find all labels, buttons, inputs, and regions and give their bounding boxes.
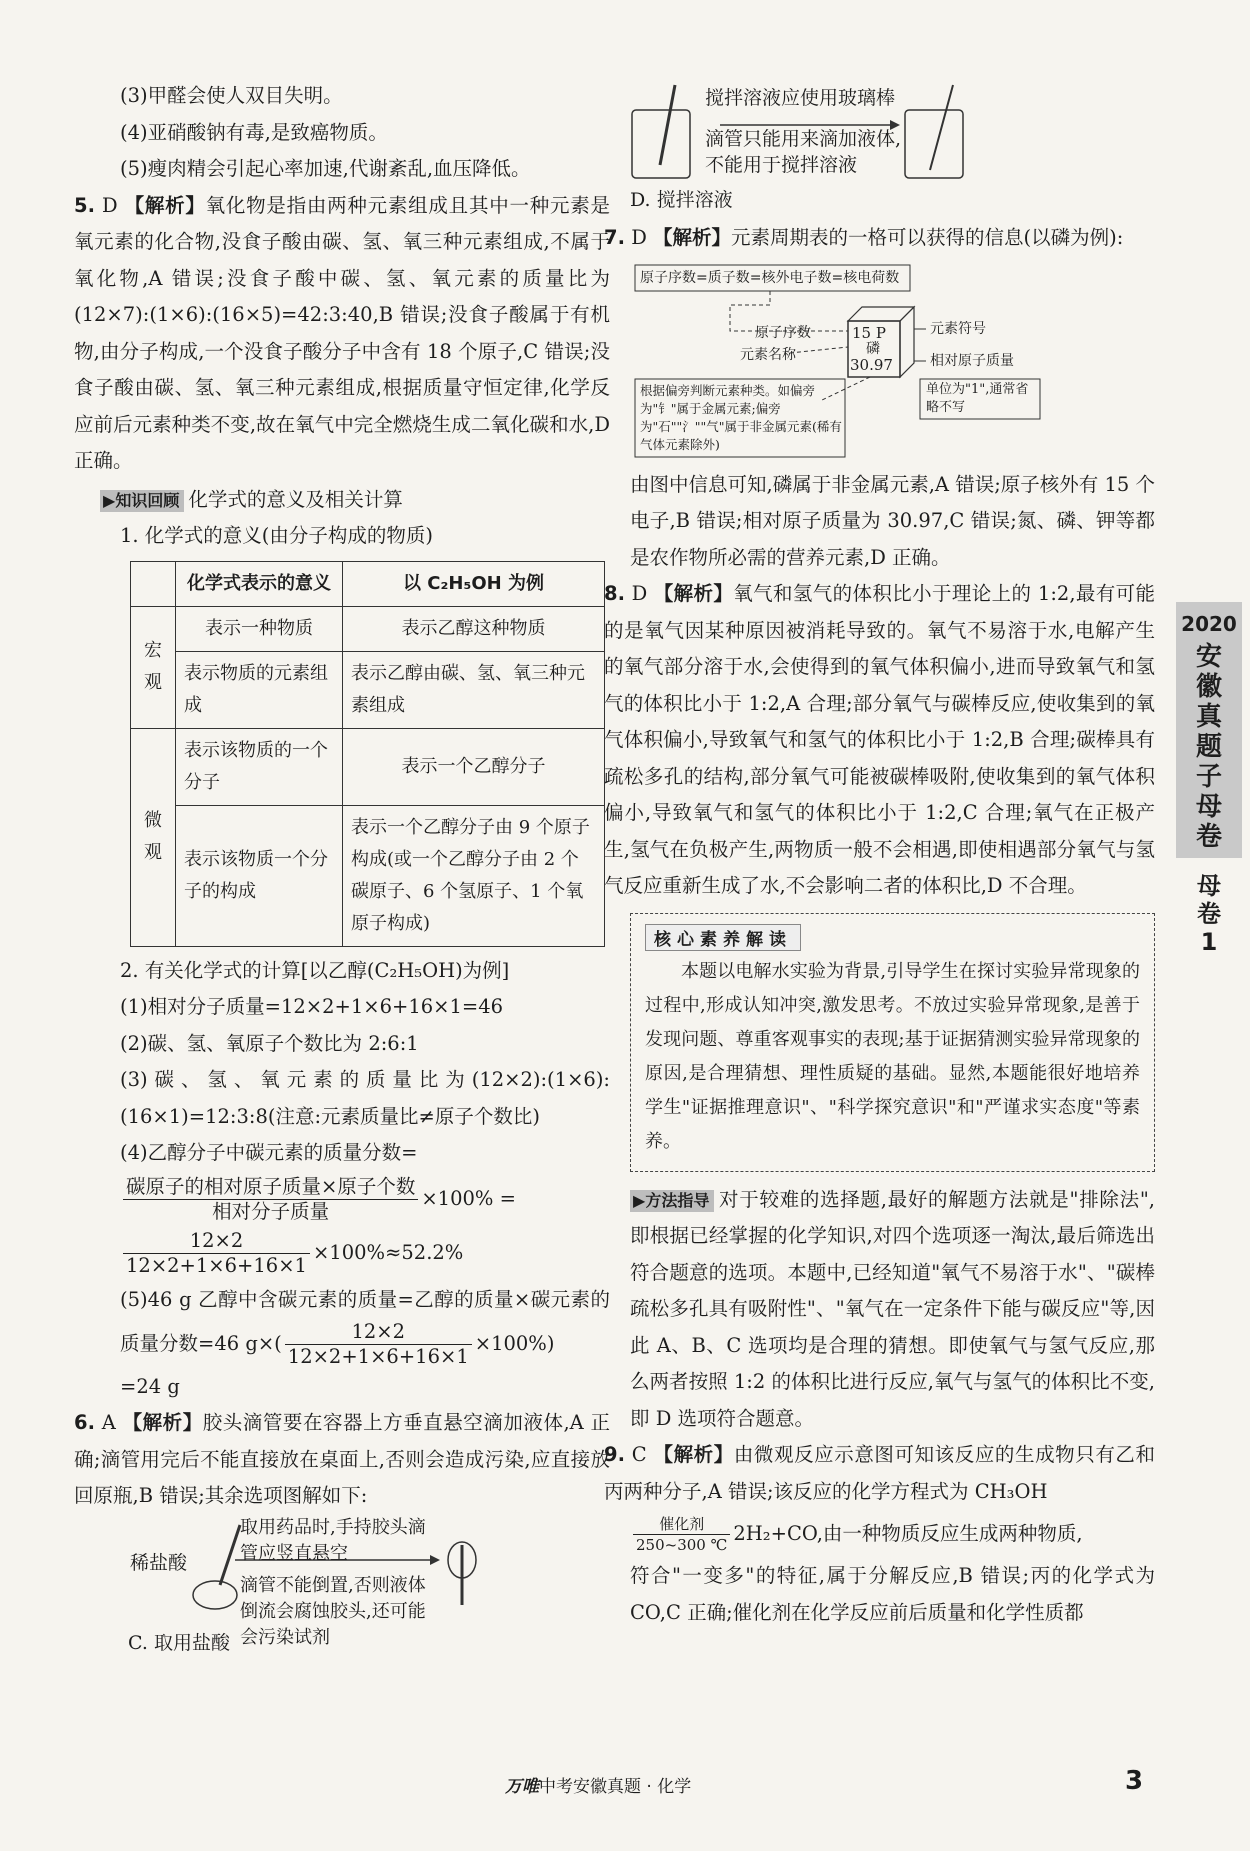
side-sub-label: 母卷 — [1197, 872, 1221, 928]
element-name-label: 元素名称 — [740, 346, 796, 363]
symbol-label: 元素符号 — [930, 320, 986, 337]
calc-4-result: $\frac{12\times 2}{12\times 2+1\times 6+16\times 1}$ ×100%≈52.2% — [100, 1226, 610, 1280]
hand-icon — [193, 1581, 237, 1609]
table-cell: 表示该物质一个分子的构成 — [176, 805, 343, 946]
method-guide — [630, 1182, 1155, 1438]
question-9-cont: 符合"一变多"的特征,属于分解反应,B 错误;丙的化学式为 CO,C 正确;催化剂在化学反应前后质量和化学性质都 — [630, 1564, 1155, 1624]
footer — [0, 1766, 1250, 1806]
unit-note: 单位为"1",通常省略不写 — [926, 381, 1029, 415]
core-text: 本题以电解水实验为背景,引导学生在探讨实验异常现象的过程中,形成认知冲突,激发思考。不放过实验异常现象,是善于发现问题、尊重客观事实的表现;基于证据猜测实验异常现象的原因,是合理猜想、理性质疑的基础。显然,本题能很好地培养学生"证据推理意识"、"科学探究意识"和"严谨求实态度"等素养。 — [645, 960, 1140, 1152]
table-row — [131, 728, 605, 805]
answer: C — [631, 1443, 647, 1466]
analysis-text: 氧化物是指由两种元素组成且其中一种元素是氧元素的化合物,没食子酸由碳、氢、氧三种元素组成,不属于氧化物,A 错误;没食子酸中碳、氢、氧元素的质量比为(12×7):(1×6):(16×5)=42:3:40,B 错误;没食子酸属于有机物,由分子构成,一个没食子酸分子中含有 18 个原子,C 错误;没食子酸由碳、氢、氧三种元素组成,根据质量守恒定律,化学反应前后元素种类不变,故在氧气中完全燃烧生成二氧化碳和水,D 正确。 — [74, 193, 610, 472]
cell-mass: 30.97 — [850, 355, 893, 374]
table-row — [131, 651, 605, 728]
question-9 — [604, 1437, 1155, 1510]
reaction-condition: $\frac{\text{催化剂}}{250\sim 300 ℃}$ — [633, 1514, 730, 1555]
note-bottom: 滴管只能用来滴加液体,不能用于搅拌溶液 — [705, 128, 902, 176]
side-title: 安徽真题子母卷 — [1195, 642, 1222, 852]
review-point-2: 2. 有关化学式的计算[以乙醇(C₂H₅OH)为例] — [120, 958, 510, 982]
table-cell: 表示一个乙醇分子由 9 个原子构成(或一个乙醇分子由 2 个碳原子、6 个氢原子、1 个氧原子构成) — [343, 805, 605, 946]
top-box-text: 原子序数=质子数=核外电子数=核电荷数 — [640, 269, 900, 286]
calc-5: (5)46 g 乙醇中含碳元素的质量=乙醇的质量×碳元素的质量分数=46 g×( $\frac{12\times 2}{12\times 2+1\times 6+16\times 1}$ ×100%) — [120, 1287, 610, 1368]
left-column — [74, 78, 611, 1665]
caption: D. 搅拌溶液 — [630, 189, 733, 211]
question-number: 7. — [604, 226, 625, 249]
core-title: 核心素养解读 — [645, 924, 801, 951]
mass-label: 相对原子质量 — [930, 352, 1014, 369]
analysis-tag: 【解析】 — [122, 1411, 203, 1434]
analysis-tag: 【解析】 — [653, 1443, 734, 1466]
core-literacy-box — [630, 913, 1155, 1172]
periodic-cell-diagram — [630, 261, 1155, 461]
note-top: 取用药品时,手持胶头滴管应竖直悬空 — [240, 1516, 426, 1564]
calc-5-result: =24 g — [120, 1374, 180, 1398]
question-7 — [604, 220, 1155, 257]
note-bottom: 滴管不能倒置,否则液体倒流会腐蚀胶头,还可能会污染试剂 — [240, 1574, 426, 1648]
dropper-icon — [220, 1525, 240, 1585]
analysis-text: 由微观反应示意图可知该反应的生成物只有乙和丙两种分子,A 错误;该反应的化学方程式为 CH₃OH — [604, 1443, 1156, 1503]
table-header — [131, 561, 176, 606]
calc-4: (4)乙醇分子中碳元素的质量分数= — [120, 1141, 418, 1164]
review-point-1: 1. 化学式的意义(由分子构成的物质) — [120, 524, 434, 547]
analysis-text: 氧气和氢气的体积比小于理论上的 1:2,最有可能的是氧气因某种原因被消耗导致的。氧气不易溶于水,电解产生的氧气部分溶于水,会使得到的氧气体积偏小,进而导致氧气和氢气的体积比小于 1:2,A 合理;部分氧气与碳棒反应,使收集到的氧气体积偏小,导致氧气和氢气的体积比小于 1:2,B 合理;碳棒具有疏松多孔的结构,部分氧气可能被碳棒吸附,使收集到的氧气体积偏小,导致氧气和氢气的体积比小于 1:2,C 合理;氧气在正极产生,氢气在负极产生,两物质一般不会相遇,即使相遇部分氧气与氢气反应重新生成了水,不会影响二者的体积比,D 不合理。 — [604, 582, 1156, 897]
question-7-conclusion: 由图中信息可知,磷属于非金属元素,A 错误;原子核外有 15 个电子,B 错误;相对原子质量为 30.97,C 错误;氮、磷、钾等都是农作物所必需的营养元素,D 正确。 — [630, 472, 1155, 569]
calc-2: (2)碳、氢、氧原子个数比为 2:6:1 — [120, 1031, 419, 1055]
analysis-text: 胶头滴管要在容器上方垂直悬空滴加液体,A 正确;滴管用完后不能直接放在桌面上,否则会造成污染,应直接放回原瓶,B 错误;其余选项图解如下: — [74, 1411, 611, 1507]
method-tag: ▶方法指导 — [630, 1190, 714, 1212]
cell-name: 磷 — [866, 340, 880, 357]
equation-line: $\frac{\text{催化剂}}{250\sim 300 ℃}$ 2H₂+CO,由一种物质反应生成两种物质, — [630, 1510, 1155, 1558]
fraction: $\frac{12\times 2}{12\times 2+1\times 6+16\times 1}$ — [285, 1320, 472, 1369]
table-row — [131, 606, 605, 651]
fraction: $\frac{\text{碳原子的相对原子质量×原子个数}}{\text{相对分子质量}}$ — [123, 1175, 418, 1224]
table-cell: 表示乙醇由碳、氢、氧三种元素组成 — [343, 651, 605, 728]
table-header: 以 C₂H₅OH 为例 — [343, 561, 605, 606]
atomic-number-label: 原子序数 — [755, 324, 811, 341]
table-cell: 表示该物质的一个分子 — [176, 728, 343, 805]
table-cell: 表示一个乙醇分子 — [343, 728, 605, 805]
table-header: 化学式表示的意义 — [176, 561, 343, 606]
fraction: $\frac{12\times 2}{12\times 2+1\times 6+16\times 1}$ — [123, 1229, 310, 1278]
analysis-tag: 【解析】 — [653, 226, 732, 249]
question-6 — [74, 1405, 610, 1515]
review-title: 化学式的意义及相关计算 — [188, 487, 403, 511]
table-row — [131, 805, 605, 946]
list-item: (4)亚硝酸钠有毒,是致癌物质。 — [120, 120, 388, 144]
cell-number: 15 — [852, 323, 872, 342]
question-number: 5. — [74, 193, 95, 217]
calc-3: (3)碳、氢、氧元素的质量比为(12×2):(1×6):(16×1)=12:3:8(注意:元素质量比≠原子个数比) — [120, 1068, 610, 1128]
list-item: (3)甲醛会使人双目失明。 — [120, 84, 343, 107]
question-number: 6. — [74, 1411, 95, 1434]
dropper-icon — [660, 85, 675, 165]
question-5 — [74, 188, 610, 480]
cell-symbol: P — [875, 323, 886, 342]
beaker-icon — [905, 110, 963, 178]
review-heading — [100, 482, 610, 519]
side-sub — [1176, 872, 1242, 956]
acid-label: 稀盐酸 — [130, 1551, 188, 1574]
side-year: 2020 — [1181, 612, 1237, 636]
review-tag: ▶知识回顾 — [100, 490, 184, 512]
analysis-tag: 【解析】 — [124, 193, 206, 217]
side-tab — [1176, 602, 1242, 858]
analysis-text: 元素周期表的一格可以获得的信息(以磷为例): — [731, 226, 1124, 249]
answer: D — [631, 582, 648, 605]
formula-meaning-table — [130, 561, 605, 947]
answer: A — [101, 1411, 116, 1434]
page-number: 3 — [1125, 1766, 1144, 1796]
brand-logo: 万唯 — [505, 1777, 539, 1797]
question-8 — [604, 576, 1155, 905]
glass-rod-icon — [930, 85, 953, 170]
calc-4-fraction: $\frac{\text{碳原子的相对原子质量×原子个数}}{\text{相对分子质量}}$ ×100% = — [100, 1172, 610, 1226]
note-top: 搅拌溶液应使用玻璃棒 — [705, 87, 896, 109]
caption: C. 取用盐酸 — [128, 1631, 230, 1654]
table-group-label: 宏观 — [131, 606, 176, 728]
illustration-c — [100, 1515, 610, 1665]
radical-note: 根据偏旁判断元素种类。如偏旁为"钅"属于金属元素;偏旁为"石""氵""气"属于非金属元素(稀有气体元素除外) — [640, 382, 842, 452]
list-item: (5)瘦肉精会引起心率加速,代谢紊乱,血压降低。 — [120, 157, 531, 180]
side-number: 1 — [1200, 928, 1218, 956]
table-cell: 表示一种物质 — [176, 606, 343, 651]
analysis-tag: 【解析】 — [653, 582, 734, 605]
footer-text: 中考安徽真题 · 化学 — [539, 1777, 692, 1797]
answer: D — [631, 226, 647, 249]
table-cell: 表示乙醇这种物质 — [343, 606, 605, 651]
table-cell: 表示物质的元素组成 — [176, 651, 343, 728]
question-number: 9. — [604, 1443, 625, 1466]
method-text: 对于较难的选择题,最好的解题方法就是"排除法",即根据已经掌握的化学知识,对四个选项逐一淘汰,最后筛选出符合题意的选项。本题中,已经知道"氧气不易溶于水"、"碳棒疏松多孔具有吸附性"、"氧气在一定条件下能与碳反应"等,因此 A、B、C 选项均是合理的猜想。即使氧气与氢气反应,那么两者按照 1:2 的体积比进行反应,氧气与氢气的体积比不变,即 D 选项符合题意。 — [630, 1187, 1155, 1430]
illustration-d — [630, 80, 1155, 220]
calc-1: (1)相对分子质量=12×2+1×6+16×1=46 — [120, 995, 504, 1018]
question-number: 8. — [604, 582, 625, 605]
answer: D — [101, 193, 118, 217]
beaker-icon — [632, 110, 690, 178]
table-group-label: 微观 — [131, 728, 176, 946]
right-column — [604, 80, 1156, 1631]
table-header-row — [131, 561, 605, 606]
